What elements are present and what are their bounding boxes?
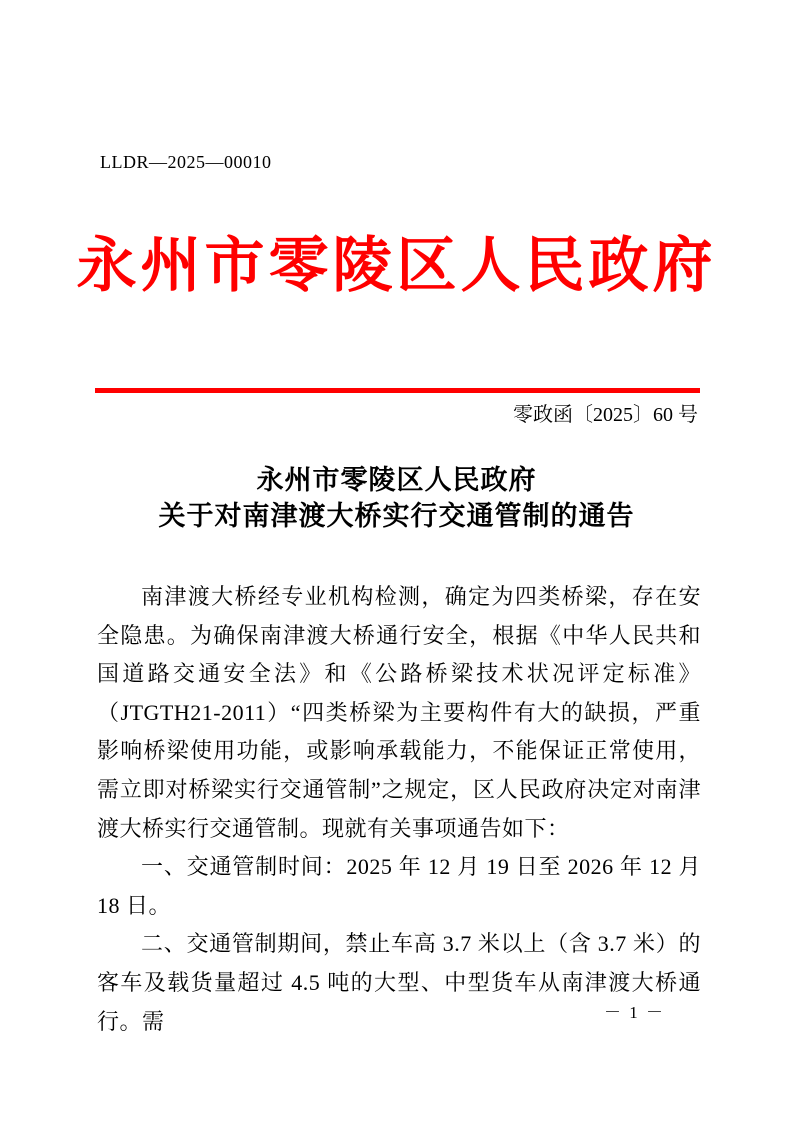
notice-title-line1: 永州市零陵区人民政府 (256, 465, 537, 495)
notice-body (97, 578, 701, 1041)
notice-title-line2: 关于对南津渡大桥实行交通管制的通告 (158, 501, 635, 531)
body-paragraph: 一、交通管制时间：2025 年 12 月 19 日至 2026 年 12 月 18 日。 (97, 854, 701, 918)
masthead-divider (95, 388, 700, 393)
body-paragraph: 二、交通管制期间，禁止车高 3.7 米以上（含 3.7 米）的客车及载货量超过 4.5 吨的大型、中型货车从南津渡大桥通行。需 (97, 931, 701, 1034)
masthead-title: 永州市零陵区人民政府 (76, 233, 717, 299)
document-number: 零政函〔2025〕60 号 (513, 404, 698, 426)
page-number: － 1 － (604, 1003, 665, 1022)
notice-title (0, 462, 793, 534)
document-code: LLDR—2025—00010 (100, 152, 272, 172)
body-paragraph: 南津渡大桥经专业机构检测，确定为四类桥梁，存在安全隐患。为确保南津渡大桥通行安全，根据《中华人民共和国道路交通安全法》和《公路桥梁技术状况评定标准》（JTGTH21-2011）“四类桥梁为主要构件有大的缺损，严重影响桥梁使用功能，或影响承载能力，不能保证正常使用，需立即对桥梁实行交通管制”之规定，区人民政府决定对南津渡大桥实行交通管制。现就有关事项通告如下： (97, 584, 701, 841)
